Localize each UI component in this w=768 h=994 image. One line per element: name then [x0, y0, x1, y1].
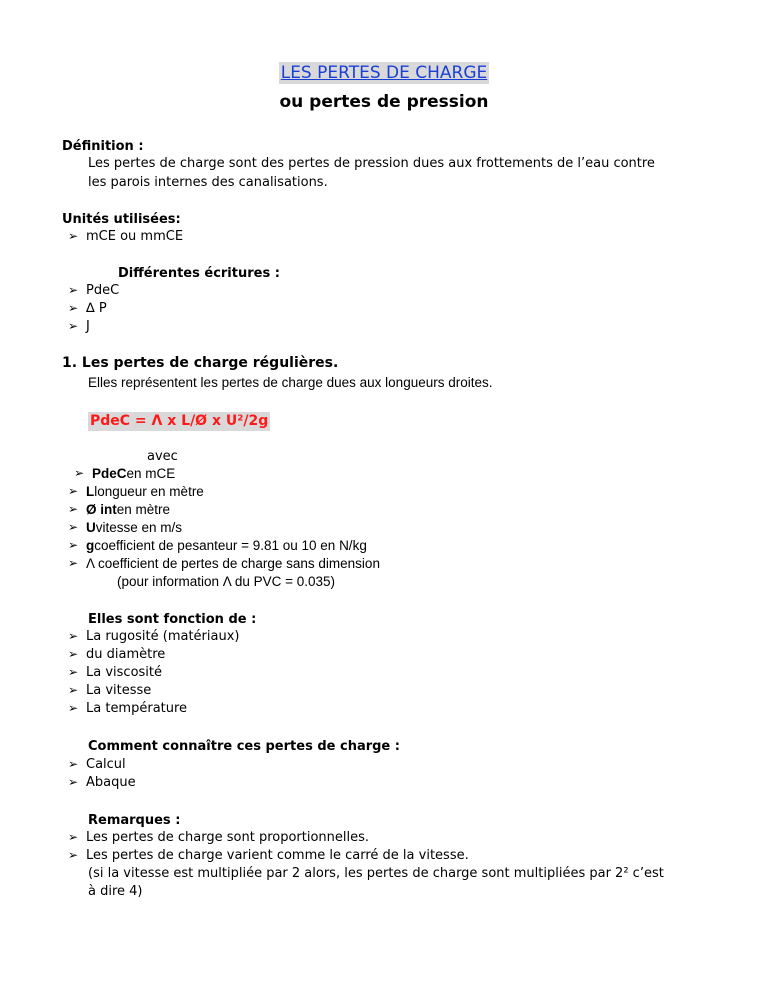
definition-heading: Définition : — [62, 139, 144, 154]
variable-name: L — [86, 484, 95, 499]
arrow-bullet-icon: ➢ — [68, 665, 79, 679]
variable-description: vitesse en m/s — [95, 520, 183, 535]
variable-description: en mCE — [126, 466, 176, 481]
list-item — [68, 537, 367, 554]
arrow-bullet-icon: ➢ — [68, 701, 79, 715]
writings-heading: Différentes écritures : — [118, 266, 280, 281]
list-item — [68, 228, 183, 245]
list-item — [68, 756, 126, 773]
arrow-bullet-icon: ➢ — [68, 502, 79, 516]
list-item — [68, 501, 170, 518]
know-heading: Comment connaître ces pertes de charge : — [88, 739, 400, 754]
arrow-bullet-icon: ➢ — [68, 757, 79, 771]
list-item — [68, 700, 187, 717]
units-item: mCE ou mmCE — [86, 229, 184, 244]
arrow-bullet-icon: ➢ — [68, 830, 79, 844]
list-item — [68, 664, 162, 681]
definition-line-2: les parois internes des canalisations. — [88, 175, 328, 190]
arrow-bullet-icon: ➢ — [68, 775, 79, 789]
list-item — [74, 465, 175, 482]
formula-container — [88, 412, 270, 431]
know-item: Abaque — [86, 775, 136, 790]
list-item — [68, 829, 369, 846]
list-item — [68, 282, 119, 299]
function-item: La rugosité (matériaux) — [86, 629, 240, 644]
list-item — [68, 483, 204, 500]
arrow-bullet-icon: ➢ — [68, 229, 79, 243]
writings-item: ∆ P — [86, 301, 107, 316]
remarks-heading: Remarques : — [88, 813, 181, 828]
arrow-bullet-icon: ➢ — [68, 484, 79, 498]
remark-note-line-1: (si la vitesse est multipliée par 2 alors, les pertes de charge sont multipliées par 2² c’est — [88, 866, 664, 881]
variable-name: g — [86, 538, 95, 553]
arrow-bullet-icon: ➢ — [68, 520, 79, 534]
list-item — [68, 646, 165, 663]
function-item: du diamètre — [86, 647, 166, 662]
definition-line-1: Les pertes de charge sont des pertes de pression dues aux frottements de l’eau contre — [88, 156, 655, 171]
arrow-bullet-icon: ➢ — [68, 848, 79, 862]
list-item — [68, 774, 136, 791]
list-item — [68, 847, 469, 864]
variable-description: longueur en mètre — [94, 484, 204, 499]
arrow-bullet-icon: ➢ — [68, 556, 79, 570]
arrow-bullet-icon: ➢ — [68, 283, 79, 297]
list-item — [68, 682, 151, 699]
arrow-bullet-icon: ➢ — [68, 538, 79, 552]
writings-item: PdeC — [86, 283, 120, 298]
formula: PdeC = Λ x L/Ø x U²/2g — [90, 413, 269, 429]
avec-label: avec — [147, 449, 178, 464]
variable-description: en mètre — [116, 502, 171, 517]
arrow-bullet-icon: ➢ — [74, 466, 85, 480]
arrow-bullet-icon: ➢ — [68, 319, 79, 333]
section-1-description: Elles représentent les pertes de charge dues aux longueurs droites. — [88, 375, 493, 390]
list-item — [68, 555, 380, 572]
arrow-bullet-icon: ➢ — [68, 629, 79, 643]
section-1-heading: 1. Les pertes de charge régulières. — [62, 355, 339, 371]
list-item — [68, 628, 239, 645]
functions-heading: Elles sont fonction de : — [88, 612, 257, 627]
variable-name: PdeC — [92, 466, 127, 481]
pvc-info: (pour information Λ du PVC = 0.035) — [117, 574, 336, 589]
list-item — [68, 318, 90, 335]
list-item — [68, 519, 182, 536]
arrow-bullet-icon: ➢ — [68, 301, 79, 315]
know-item: Calcul — [86, 757, 126, 772]
function-item: La température — [86, 701, 188, 716]
function-item: La vitesse — [86, 683, 152, 698]
page-title: LES PERTES DE CHARGE — [280, 63, 488, 83]
title-container — [0, 62, 768, 84]
variable-description: Λ coefficient de pertes de charge sans dimension — [86, 556, 380, 571]
variable-description: coefficient de pesanteur = 9.81 ou 10 en N/kg — [94, 538, 367, 553]
remark-item: Les pertes de charge sont proportionnelles. — [86, 830, 370, 845]
writings-item: J — [86, 319, 90, 334]
variable-name: U — [86, 520, 96, 535]
arrow-bullet-icon: ➢ — [68, 647, 79, 661]
units-heading: Unités utilisées: — [62, 212, 181, 227]
function-item: La viscosité — [86, 665, 163, 680]
remark-note-line-2: à dire 4) — [88, 884, 143, 899]
variable-name: Ø int — [86, 502, 117, 517]
arrow-bullet-icon: ➢ — [68, 683, 79, 697]
page-subtitle: ou pertes de pression — [279, 92, 489, 112]
list-item — [68, 300, 107, 317]
remark-item: Les pertes de charge varient comme le carré de la vitesse. — [86, 848, 469, 863]
